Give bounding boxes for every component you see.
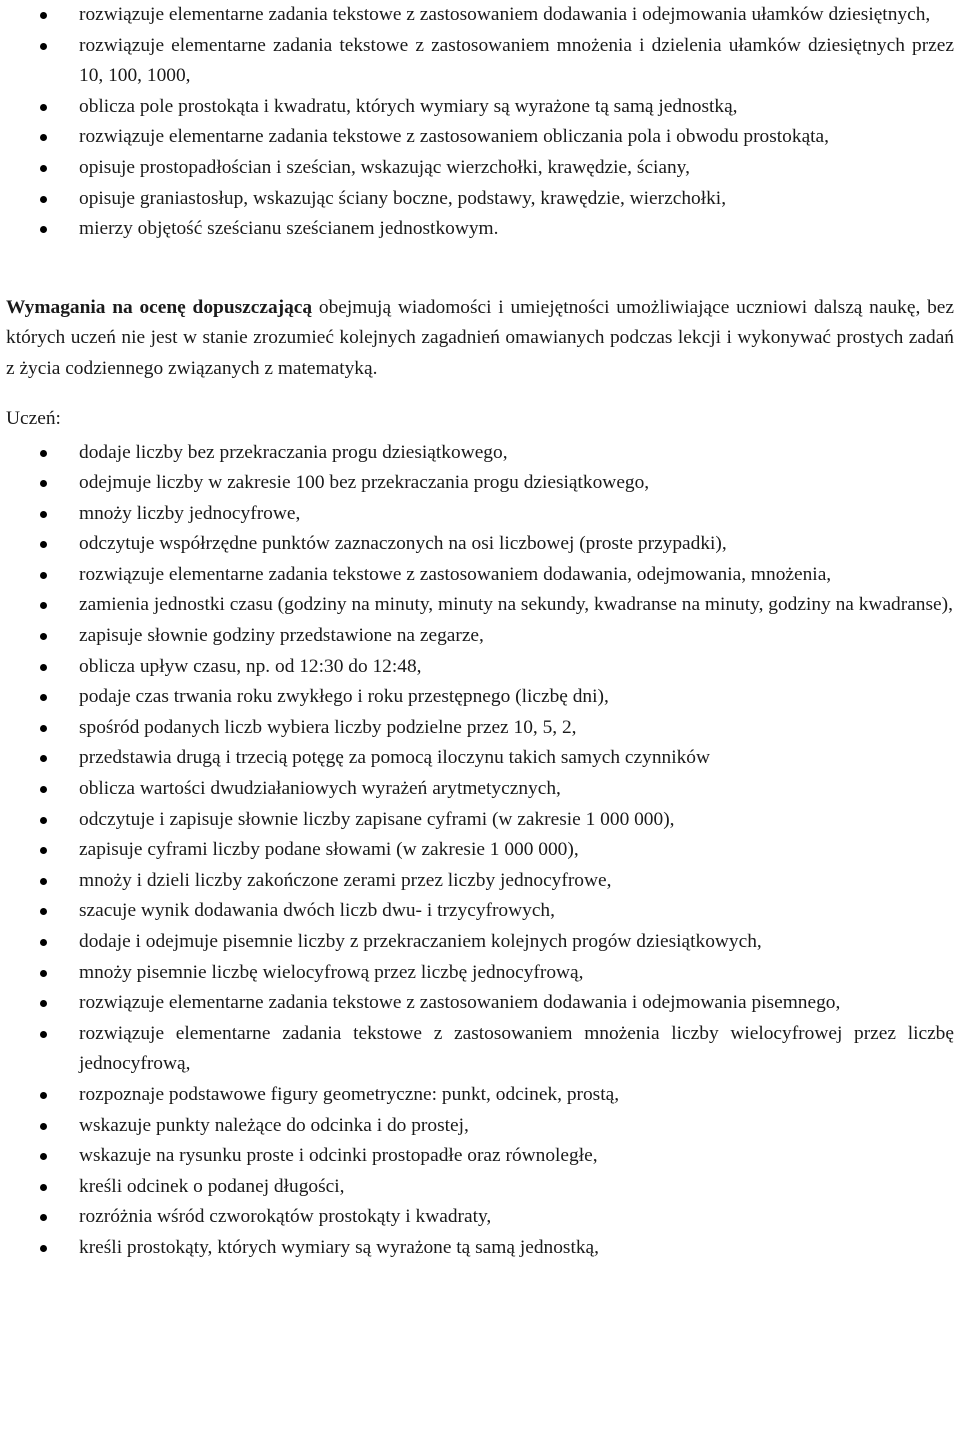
bullet-icon [40, 908, 47, 915]
list-item-text: oblicza wartości dwudziałaniowych wyrażeń arytmetycznych, [79, 778, 561, 800]
list-item [6, 958, 954, 989]
list-item [6, 560, 954, 591]
list-item-text: oblicza upływ czasu, np. od 12:30 do 12:48, [79, 655, 422, 677]
bullet-icon [40, 817, 47, 824]
bullet-icon [40, 104, 47, 111]
list-item [6, 122, 954, 153]
list-item [6, 621, 954, 652]
bullet-icon [40, 511, 47, 518]
bullet-icon [40, 226, 47, 233]
list-item-text: rozwiązuje elementarne zadania tekstowe z zastosowaniem dodawania i odejmowania ułamków dziesiętnych, [79, 4, 931, 25]
list-item-text: rozróżnia wśród czworokątów prostokąty i kwadraty, [79, 1206, 492, 1228]
bullet-icon [40, 602, 47, 609]
list-item [6, 988, 954, 1019]
list-item [6, 438, 954, 469]
list-item-text: odejmuje liczby w zakresie 100 bez przekraczania progu dziesiątkowego, [79, 472, 650, 494]
bullet-icon [40, 1214, 47, 1221]
list-item [6, 499, 954, 530]
list-item [6, 92, 954, 123]
list-item-text: mnoży liczby jednocyfrowe, [79, 502, 301, 524]
list-item-text: kreśli prostokąty, których wymiary są wyrażone tą samą jednostką, [79, 1236, 599, 1258]
list-item-text: wskazuje na rysunku proste i odcinki prostopadłe oraz równoległe, [79, 1145, 598, 1167]
list-item [6, 1111, 954, 1142]
list-item [6, 214, 954, 245]
bullet-icon [40, 755, 47, 762]
list-item-text: wskazuje punkty należące do odcinka i do prostej, [79, 1114, 469, 1136]
requirements-text: obejmują wiadomości i umiejętności umożliwiające uczniowi dalszą naukę, bez których uczeń nie jest w stanie zrozumieć kolejnych zagadnień omawianych podczas lekcji i wykonywać prostych zadań z życia codziennego związanych z matematyką. [6, 296, 954, 379]
bullet-icon [40, 450, 47, 457]
list-item [6, 652, 954, 683]
bullet-icon [40, 1245, 47, 1252]
list-item [6, 31, 954, 92]
bullet-icon [40, 43, 47, 50]
bullet-icon [40, 134, 47, 141]
list-item-text: podaje czas trwania roku zwykłego i roku przestępnego (liczbę dni), [79, 686, 609, 708]
list-item [6, 774, 954, 805]
bullet-icon [40, 165, 47, 172]
list-item-text: mnoży pisemnie liczbę wielocyfrową przez liczbę jednocyfrową, [79, 961, 584, 983]
bottom-bullet-list [6, 438, 954, 1264]
list-item-text: opisuje graniastosłup, wskazując ściany boczne, podstawy, krawędzie, wierzchołki, [79, 187, 727, 209]
bullet-icon [40, 480, 47, 487]
bullet-icon [40, 12, 47, 19]
bullet-icon [40, 725, 47, 732]
list-item [6, 153, 954, 184]
list-item [6, 1080, 954, 1111]
list-item-text: spośród podanych liczb wybiera liczby podzielne przez 10, 5, 2, [79, 716, 577, 738]
list-item-text: odczytuje współrzędne punktów zaznaczonych na osi liczbowej (proste przypadki), [79, 533, 727, 555]
list-item-text: zapisuje cyframi liczby podane słowami (w zakresie 1 000 000), [79, 839, 579, 861]
list-item [6, 0, 954, 31]
list-item-text: rozwiązuje elementarne zadania tekstowe z zastosowaniem mnożenia liczby wielocyfrowej przez liczbę jednocyfrową, [79, 1022, 954, 1075]
list-item [6, 529, 954, 560]
list-item [6, 805, 954, 836]
list-item [6, 1233, 954, 1264]
list-item [6, 590, 954, 621]
list-item-text: mnoży i dzieli liczby zakończone zerami przez liczby jednocyfrowe, [79, 869, 612, 891]
list-item-text: dodaje i odejmuje pisemnie liczby z przekraczaniem kolejnych progów dziesiątkowych, [79, 931, 762, 953]
list-item [6, 743, 954, 774]
bullet-icon [40, 847, 47, 854]
list-item-text: rozwiązuje elementarne zadania tekstowe z zastosowaniem obliczania pola i obwodu prostokąta, [79, 126, 830, 148]
bullet-icon [40, 1000, 47, 1007]
bullet-icon [40, 970, 47, 977]
bullet-icon [40, 196, 47, 203]
list-item-text: zapisuje słownie godziny przedstawione na zegarze, [79, 625, 484, 647]
bullet-icon [40, 1123, 47, 1130]
bullet-icon [40, 1031, 47, 1038]
requirements-heading: Wymagania na ocenę dopuszczającą [6, 296, 313, 318]
list-item [6, 1141, 954, 1172]
list-item [6, 682, 954, 713]
requirements-paragraph [6, 293, 954, 385]
list-item [6, 184, 954, 215]
list-item [6, 866, 954, 897]
list-item [6, 468, 954, 499]
bullet-icon [40, 878, 47, 885]
list-item [6, 1202, 954, 1233]
list-item [6, 896, 954, 927]
list-item [6, 1019, 954, 1080]
top-bullet-list [6, 0, 954, 245]
list-item-text: opisuje prostopadłościan i sześcian, wskazując wierzchołki, krawędzie, ściany, [79, 156, 690, 178]
list-item [6, 713, 954, 744]
list-item-text: rozwiązuje elementarne zadania tekstowe z zastosowaniem dodawania, odejmowania, mnożenia, [79, 563, 832, 585]
list-item [6, 835, 954, 866]
bullet-icon [40, 694, 47, 701]
bullet-icon [40, 1092, 47, 1099]
student-label: Uczeń: [6, 407, 61, 429]
list-item-text: przedstawia drugą i trzecią potęgę za pomocą iloczynu takich samych czynników [79, 747, 711, 769]
bullet-icon [40, 939, 47, 946]
list-item-text: zamienia jednostki czasu (godziny na minuty, minuty na sekundy, kwadranse na minuty, godziny na kwadranse), [79, 594, 953, 616]
bullet-icon [40, 1153, 47, 1160]
list-item-text: rozwiązuje elementarne zadania tekstowe z zastosowaniem mnożenia i dzielenia ułamków dziesiętnych przez 10, 100, 1000, [79, 34, 954, 87]
list-item-text: rozwiązuje elementarne zadania tekstowe z zastosowaniem dodawania i odejmowania pisemnego, [79, 992, 841, 1014]
bullet-icon [40, 633, 47, 640]
list-item-text: oblicza pole prostokąta i kwadratu, których wymiary są wyrażone tą samą jednostką, [79, 95, 738, 117]
list-item [6, 927, 954, 958]
list-item-text: odczytuje i zapisuje słownie liczby zapisane cyframi (w zakresie 1 000 000), [79, 808, 675, 830]
bullet-icon [40, 786, 47, 793]
list-item-text: mierzy objętość sześcianu sześcianem jednostkowym. [79, 218, 499, 240]
bullet-icon [40, 1184, 47, 1191]
bullet-icon [40, 664, 47, 671]
list-item-text: dodaje liczby bez przekraczania progu dziesiątkowego, [79, 441, 508, 463]
list-item-text: kreśli odcinek o podanej długości, [79, 1175, 345, 1197]
bullet-icon [40, 572, 47, 579]
list-item-text: rozpoznaje podstawowe figury geometryczne: punkt, odcinek, prostą, [79, 1083, 620, 1105]
list-item [6, 1172, 954, 1203]
list-item-text: szacuje wynik dodawania dwóch liczb dwu- i trzycyfrowych, [79, 900, 555, 922]
bullet-icon [40, 541, 47, 548]
